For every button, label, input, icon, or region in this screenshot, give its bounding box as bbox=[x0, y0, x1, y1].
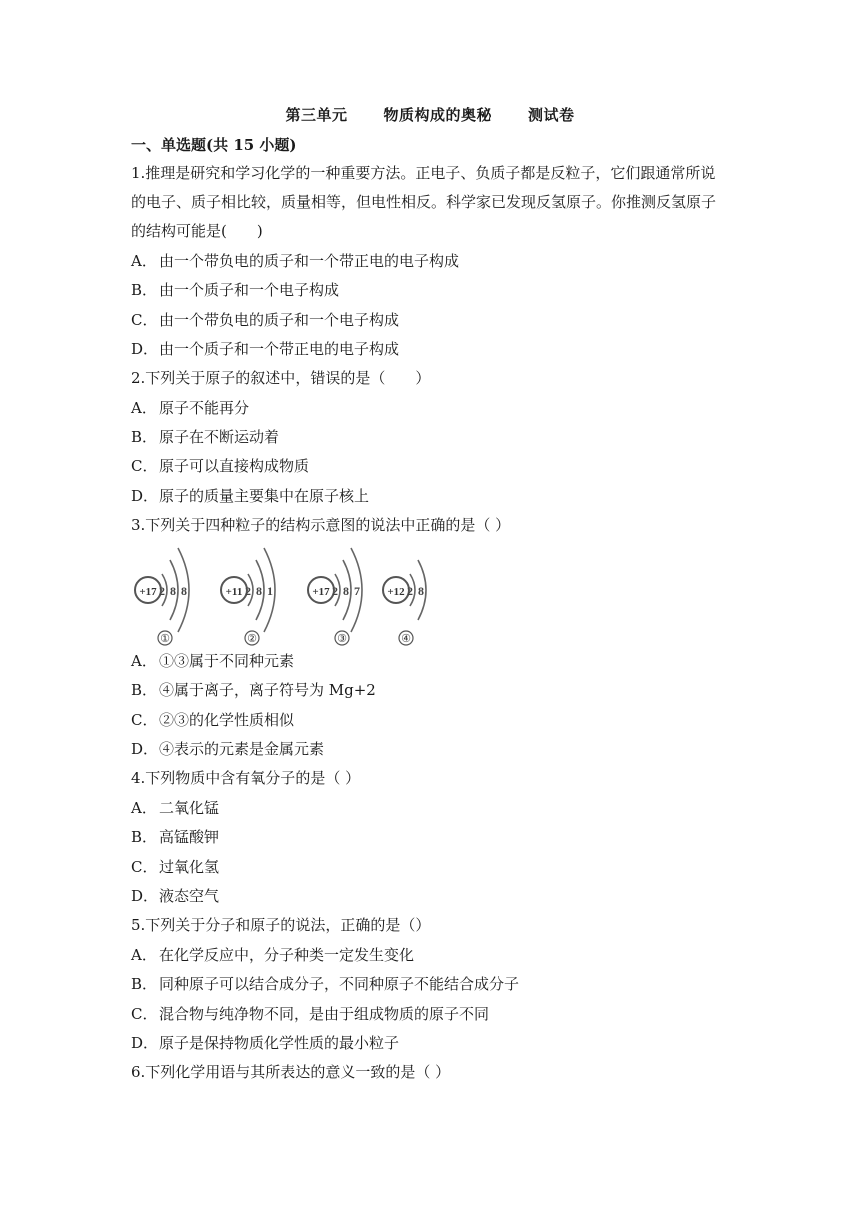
option-text: 在化学反应中，分子种类一定发生变化 bbox=[159, 946, 415, 964]
option-letter: C． bbox=[131, 858, 158, 876]
atomic-structure-figure bbox=[128, 544, 448, 648]
option-letter: A． bbox=[131, 399, 157, 417]
question-3-option-b bbox=[131, 676, 731, 705]
option-text: 液态空气 bbox=[159, 887, 220, 905]
question-2-option-d bbox=[131, 482, 731, 511]
question-2-option-a bbox=[131, 394, 731, 423]
option-letter: B． bbox=[131, 828, 158, 846]
option-text: 由一个带负电的质子和一个电子构成 bbox=[159, 311, 400, 329]
question-4-option-d bbox=[131, 882, 731, 911]
section-heading: 一、单选题(共 15 小题) bbox=[131, 136, 297, 154]
option-text: 原子在不断运动着 bbox=[159, 428, 280, 446]
option-letter: B． bbox=[131, 281, 158, 299]
question-2-option-b bbox=[131, 423, 731, 452]
question-5-option-c bbox=[131, 1000, 731, 1029]
electron-counts: 2 8 bbox=[407, 584, 425, 598]
electron-counts: 2 8 7 bbox=[332, 584, 361, 598]
question-4-option-b bbox=[131, 823, 731, 852]
particle-diagram-4 bbox=[383, 560, 426, 645]
option-text: 二氧化锰 bbox=[159, 799, 220, 817]
option-letter: D． bbox=[131, 487, 159, 505]
option-text: 原子可以直接构成物质 bbox=[159, 457, 310, 475]
option-letter: D． bbox=[131, 887, 159, 905]
question-1-option-b bbox=[131, 276, 731, 305]
option-letter: A． bbox=[131, 799, 157, 817]
option-letter: C． bbox=[131, 711, 158, 729]
nucleus-charge: +17 bbox=[312, 586, 330, 598]
option-text: 同种原子可以结合成分子，不同种原子不能结合成分子 bbox=[159, 975, 520, 993]
question-1-stem-line-1: 1.推理是研究和学习化学的一种重要方法。正电子、负质子都是反粒子，它们跟通常所说 bbox=[131, 164, 716, 182]
option-letter: B． bbox=[131, 975, 158, 993]
electron-counts: 2 8 8 bbox=[159, 584, 188, 598]
particle-label: ④ bbox=[401, 633, 411, 645]
question-6-stem: 6.下列化学用语与其所表达的意义一致的是（ ） bbox=[131, 1063, 451, 1081]
question-4-option-a bbox=[131, 794, 731, 823]
option-letter: D． bbox=[131, 340, 159, 358]
question-3-option-d bbox=[131, 735, 731, 764]
question-5-option-d bbox=[131, 1029, 731, 1058]
question-4-option-c bbox=[131, 853, 731, 882]
option-letter: C． bbox=[131, 457, 158, 475]
option-text: 原子是保持物质化学性质的最小粒子 bbox=[159, 1034, 400, 1052]
question-3-option-c bbox=[131, 706, 731, 735]
option-letter: B． bbox=[131, 428, 158, 446]
particle-diagram-3 bbox=[308, 548, 362, 645]
particle-label: ① bbox=[160, 633, 170, 645]
question-1-option-a bbox=[131, 247, 731, 276]
option-text: 过氧化氢 bbox=[159, 858, 220, 876]
option-text: ④表示的元素是金属元素 bbox=[159, 740, 325, 758]
option-letter: A． bbox=[131, 652, 157, 670]
option-letter: A． bbox=[131, 946, 157, 964]
title-topic: 物质构成的奥秘 bbox=[383, 106, 492, 124]
option-text: 由一个质子和一个电子构成 bbox=[159, 281, 340, 299]
option-letter: B． bbox=[131, 681, 158, 699]
question-5-stem: 5.下列关于分子和原子的说法，正确的是（） bbox=[131, 916, 431, 934]
question-1-stem-line-2: 的电子、质子相比较，质量相等，但电性相反。科学家已发现反氢原子。你推测反氢原子 bbox=[131, 193, 717, 211]
particle-diagram-2 bbox=[221, 548, 275, 645]
page-title bbox=[0, 104, 860, 125]
nucleus-charge: +17 bbox=[139, 586, 157, 598]
title-unit: 第三单元 bbox=[285, 106, 348, 124]
particle-label: ③ bbox=[337, 633, 347, 645]
question-5-option-a bbox=[131, 941, 731, 970]
electron-counts: 2 8 1 bbox=[245, 584, 274, 598]
option-letter: D． bbox=[131, 740, 159, 758]
question-4-stem: 4.下列物质中含有氧分子的是（ ） bbox=[131, 769, 361, 787]
title-test: 测试卷 bbox=[528, 106, 575, 124]
option-letter: D． bbox=[131, 1034, 159, 1052]
particle-diagram-1 bbox=[135, 548, 189, 645]
question-2-stem: 2.下列关于原子的叙述中，错误的是（ ） bbox=[131, 369, 431, 387]
question-1-option-d bbox=[131, 335, 731, 364]
question-3-option-a bbox=[131, 647, 731, 676]
option-text: 原子不能再分 bbox=[159, 399, 250, 417]
option-letter: C． bbox=[131, 311, 158, 329]
option-letter: A． bbox=[131, 252, 157, 270]
option-text: 由一个带负电的质子和一个带正电的电子构成 bbox=[159, 252, 460, 270]
option-text: 由一个质子和一个带正电的电子构成 bbox=[159, 340, 400, 358]
option-text: ①③属于不同种元素 bbox=[159, 652, 295, 670]
option-text: 混合物与纯净物不同，是由于组成物质的原子不同 bbox=[159, 1005, 490, 1023]
nucleus-charge: +11 bbox=[225, 586, 243, 598]
question-1-stem-line-3: 的结构可能是( ) bbox=[131, 222, 263, 240]
option-text: 原子的质量主要集中在原子核上 bbox=[159, 487, 370, 505]
question-3-stem: 3.下列关于四种粒子的结构示意图的说法中正确的是（ ） bbox=[131, 516, 511, 534]
option-text: ②③的化学性质相似 bbox=[159, 711, 295, 729]
nucleus-charge: +12 bbox=[387, 586, 405, 598]
option-letter: C． bbox=[131, 1005, 158, 1023]
question-1-option-c bbox=[131, 306, 731, 335]
particle-label: ② bbox=[247, 633, 257, 645]
option-text: ④属于离子，离子符号为 Mg+2 bbox=[159, 681, 376, 699]
question-2-option-c bbox=[131, 452, 731, 481]
option-text: 高锰酸钾 bbox=[159, 828, 220, 846]
question-5-option-b bbox=[131, 970, 731, 999]
